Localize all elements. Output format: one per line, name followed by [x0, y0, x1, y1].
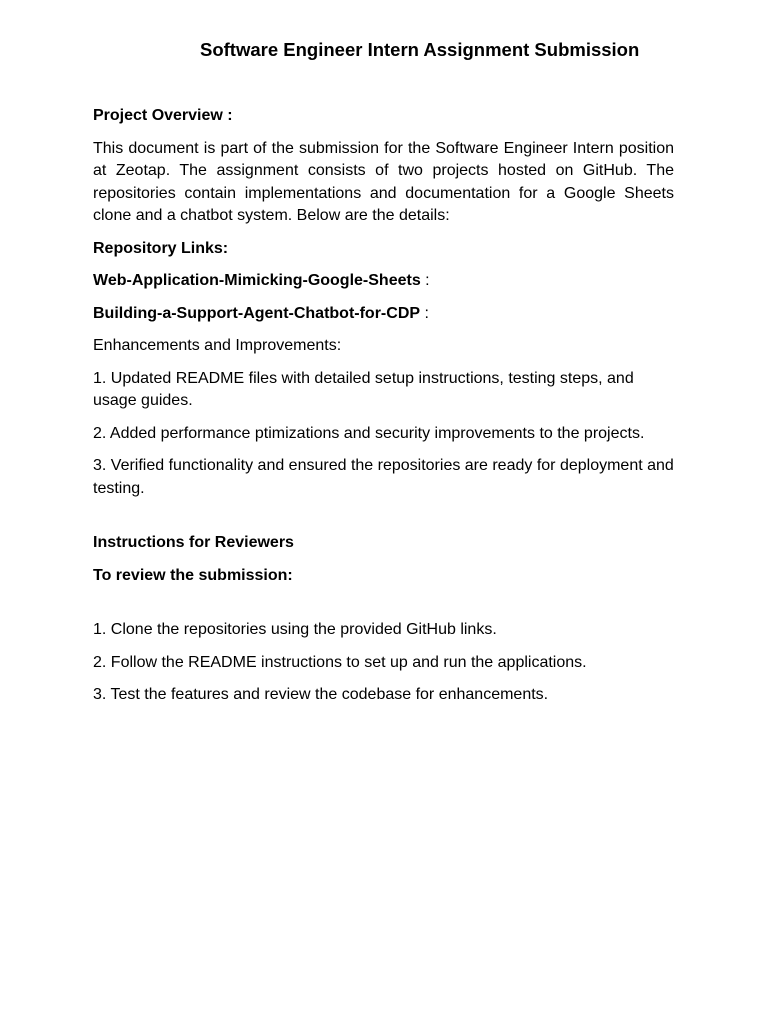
review-subheading: To review the submission:: [93, 566, 293, 584]
document-body: [93, 105, 674, 717]
repo-1-suffix: :: [420, 272, 430, 289]
project-overview-paragraph: This document is part of the submission for the Software Engineer Intern position at Zeotap. The assignment consists of two projects hosted on GitHub. The repositories contain implementations and documentation for a Google Sheets clone and a chatbot system. Below are the details:: [93, 139, 674, 224]
project-overview-heading: Project Overview :: [93, 107, 233, 124]
repo-2-name: Building-a-Support-Agent-Chatbot-for-CDP: [93, 304, 421, 322]
review-step: 1. Clone the repositories using the provided GitHub links.: [93, 621, 497, 638]
enhancement-item: 1. Updated README files with detailed setup instructions, testing steps, and usage guides.: [93, 369, 634, 409]
repo-link-line-2: [93, 303, 674, 326]
enhancement-item: 2. Added performance ptimizations and security improvements to the projects.: [93, 424, 645, 442]
repo-2-suffix: :: [420, 304, 429, 322]
review-step: 3. Test the features and review the codebase for enhancements.: [93, 686, 549, 703]
document-title: Software Engineer Intern Assignment Submission: [200, 39, 640, 60]
enhancement-item: 3. Verified functionality and ensured the repositories are ready for deployment and testing.: [93, 457, 674, 497]
repo-1-name: Web-Application-Mimicking-Google-Sheets: [93, 272, 421, 289]
reviewers-heading: Instructions for Reviewers: [93, 534, 294, 551]
repository-links-heading: Repository Links:: [93, 239, 229, 257]
review-step: 2. Follow the README instructions to set up and run the applications.: [93, 653, 587, 671]
repo-link-line-1: [93, 270, 674, 293]
enhancements-heading: Enhancements and Improvements:: [93, 337, 342, 354]
